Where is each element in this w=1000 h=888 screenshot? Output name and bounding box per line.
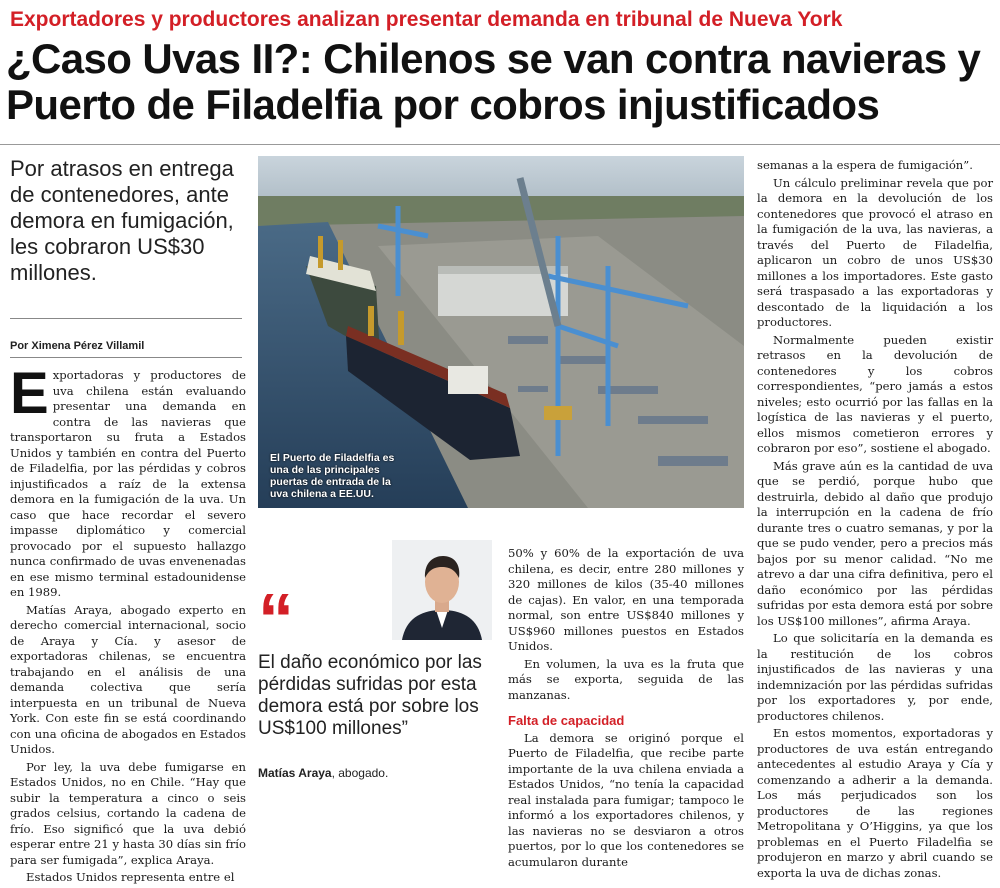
paragraph: Un cálculo preliminar revela que por la demora en la devolución de los contenedores que provocó el atraso en la fumigación de la uva, las navieras, a través del Puerto de Filadelfia, aplicaron un cobro de unos US$30 millones a los importadores. Este gasto será traspasado a las exportadoras y descontado de la liquidación a los productores. [757, 175, 993, 329]
byline: Por Ximena Pérez Villamil [10, 340, 145, 352]
kicker: Exportadores y productores analizan presentar demanda en tribunal de Nueva York [10, 8, 843, 31]
column-4 [757, 158, 993, 883]
headline: ¿Caso Uvas II?: Chilenos se van contra navieras y Puerto de Filadelfia por cobros injustificados [6, 35, 981, 128]
lead-paragraph [10, 361, 246, 601]
paragraph: Lo que solicitaría en la demanda es la restitución de los cobros injustificados de las navieras y una indemnización por las pérdidas sufridas por los exportadores y, por ende, productores chilenos. [757, 631, 993, 723]
paragraph: Normalmente pueden existir retrasos en la devolución de contenedores y los cobros correspondientes, “pero jamás a estos niveles; esto ocurrió por las fallas en la logística de las navieras y el puerto, ellos mismos cometieron errores y cobraron por eso”, sostiene el abogado. [757, 332, 993, 455]
column-3 [508, 546, 744, 872]
paragraph: semanas a la espera de fumigación”. [757, 158, 973, 172]
deck-divider [10, 318, 242, 319]
section-subhead: Falta de capacidad [508, 713, 625, 728]
lead-text: xportadoras y productores de uva chilena están evaluando presentar una demanda en contra de las navieras que transportaron su fruta a Estados Unidos y también en contra del Puerto de Filadelfia, por las pérdidas y cobros injustificados a raíz de la extensa demora en la fumigación de la uva. Un caso que hace recordar el severo impasse diplomático y comercial provocado por el supuesto hallazgo nunca confirmado de uvas envenenadas en ese mismo terminal estadounidense en 1989. [10, 368, 246, 599]
photo-caption: El Puerto de Filadelfia es una de las principales puertas de entrada de la uva chilena a EE.UU. [270, 452, 395, 500]
quote-mark-icon: “ [258, 580, 294, 660]
person-avatar [392, 540, 492, 640]
pull-quote: El daño económico por las pérdidas sufridas por esta demora está por sobre los US$100 millones” [258, 652, 482, 739]
paragraph: La demora se originó porque el Puerto de Filadelfia, que recibe parte importante de la uva chilena enviada a Estados Unidos, “no tenía la capacidad real instalada para fumigar; tampoco le informó a los exportadores chilenos, y las navieras no se desviaron a otros puertos, por lo que los contenedores se acumularon durante [508, 730, 744, 869]
quote-attribution [258, 766, 498, 780]
drop-cap: E [10, 361, 49, 426]
deck: Por atrasos en entrega de contenedores, ante demora en fumigación, les cobraron US$30 millones. [10, 156, 234, 285]
header-divider [0, 144, 1000, 145]
port-photo [258, 156, 744, 508]
paragraph: En estos momentos, exportadoras y productores de uva están entregando antecedentes al estudio Araya y Cía y comenzando a adherir a la demanda. Los más perjudicados son los productores de las regiones Metropolitana y O’Higgins, ya que los problemas en el Puerto Filadelfia se produjeron en marzo y abril cuando se exporta la uva de dichas zonas. [757, 726, 993, 880]
quote-author-role: , abogado. [331, 766, 389, 780]
portrait-photo [392, 540, 492, 640]
paragraph: 50% y 60% de la exportación de uva chilena, es decir, entre 280 millones y 320 millones de kilos (35-40 millones de cajas). En valor, en una temporada normal, son entre US$840 millones y US$960 millones puestos en Estados Unidos. [508, 546, 744, 653]
quote-author: Matías Araya [258, 766, 332, 780]
paragraph: Matías Araya, abogado experto en derecho comercial internacional, socio de Araya y Cía. y asesor de exportadoras chilenas, se encuentra trabajando en el análisis de una demanda colectiva que sería interpuesta en un tribunal de Nueva York. Con este fin se está coordinando con una oficina de abogados en Estados Unidos. [10, 602, 246, 756]
paragraph: Estados Unidos representa entre el [26, 870, 235, 884]
paragraph: Más grave aún es la cantidad de uva que se perdió, porque hubo que destruirla, debido al daño que produjo la interrupción en la cadena de frío durante tres o cuatro semanas, y por la que se pudo vender, pero a precios más bajos por su menor calidad. “No me atrevo a dar una cifra definitiva, pero el daño económico por las pérdidas sufridas por esta demora está por sobre los US$100 millones”, afirma Araya. [757, 458, 993, 628]
byline-divider [10, 357, 242, 358]
paragraph: En volumen, la uva es la fruta que más se exporta, seguida de las manzanas. [508, 656, 744, 702]
column-1 [10, 361, 246, 888]
paragraph: Por ley, la uva debe fumigarse en Estados Unidos, no en Chile. “Hay que subir la temperatura a cinco o seis grados celsius, cortando la cadena de frío. Eso significó que la uva debió esperar entre 21 y hasta 30 días sin frío para ser fumigada”, explica Araya. [10, 759, 246, 867]
